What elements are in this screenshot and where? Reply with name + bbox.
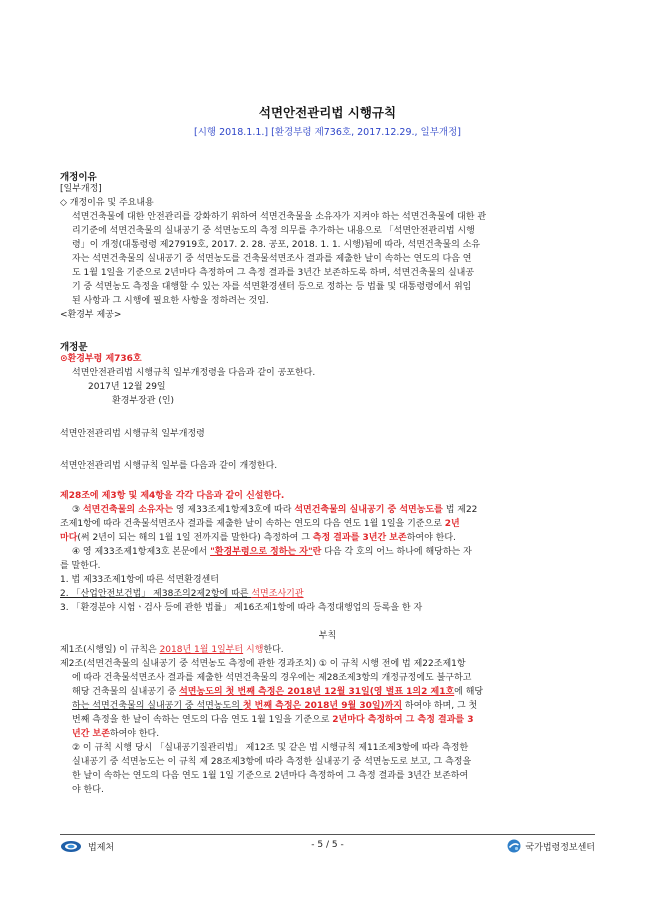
para-3-line2 <box>60 517 460 531</box>
reason-line: 리기준에 석면건축물의 실내공기 중 석면농도의 측정 의무를 추가하는 내용으로 「석면안전관리법 시행 <box>72 226 475 236</box>
list-item-1: 1. 법 제33조제1항에 따른 석면환경센터 <box>60 575 219 585</box>
decree-number: ⊙환경부령 제736호 <box>60 354 142 364</box>
annex-text: 제1조(시행일) 이 규칙은 <box>60 645 160 655</box>
article-28: 제28조에 제3항 및 제4항을 각각 다음과 같이 신설한다. <box>60 491 285 501</box>
para-3-text: 하여야 한다. <box>406 533 456 543</box>
annex-text: 하는 석면건축물의 실내공기 중 석면농도의 <box>72 701 243 711</box>
annex-text: 해당 건축물의 실내공기 중 <box>72 687 180 697</box>
annex-article-2-line <box>72 699 477 713</box>
footer-divider <box>60 834 595 835</box>
footer-right-label: 국가법령정보센터 <box>525 842 595 853</box>
annex-article-2-line <box>72 713 474 727</box>
annex-text: 한다. <box>263 645 284 655</box>
para-3-line3 <box>60 531 456 545</box>
annex-first-measure: 석면농도의 첫 번째 측정은 2018년 12월 31일(영 별표 1의2 제1호 <box>179 687 455 697</box>
annex-para-2-line: 한 날이 속하는 연도의 다음 연도 1월 1일 기준으로 2년마다 측정하여 그 측정 결과를 3년간 보존하여 <box>72 771 469 781</box>
list-item-2-text: 2. 「산업안전보건법」 제38조의2제2항에 따른 <box>60 589 252 599</box>
reason-line: 기 중 석면농도 측정을 대행할 수 있는 자를 석면환경센터 등으로 정하는 등 법률 및 대통령령에서 위임 <box>72 282 472 292</box>
amend-intro: 석면안전관리법 시행규칙 일부개정령을 다음과 같이 공포한다. <box>72 368 316 378</box>
para-3-text: (써 2년이 되는 해의 1월 1일 전까지를 말한다) 측정하여 그 <box>77 533 313 543</box>
reason-heading: 개정이유 <box>60 172 97 183</box>
annex-effective-date: 2018년 1월 1일부터 <box>159 645 244 655</box>
annex-article-1 <box>60 643 284 657</box>
para-3-period: 마다 <box>60 533 78 543</box>
annex-effective-word: 시행 <box>243 645 264 655</box>
annex-article-2-line <box>72 685 483 699</box>
reason-line: 령」이 개정(대통령령 제27919호, 2017. 2. 28. 공포, 2018. 1. 1. 시행)됨에 따라, 석면건축물의 소유 <box>72 240 481 250</box>
annex-text: 번째 측정을 한 날이 속하는 연도의 다음 연도 1월 1일을 기준으로 <box>72 715 333 725</box>
para-3-text: 법 제22 <box>442 505 478 515</box>
annex-text: 하여야 한다. <box>109 729 160 739</box>
reason-line: 된 사항과 그 시행에 필요한 사항을 정하려는 것임. <box>72 296 269 306</box>
amend-name: 석면안전관리법 시행규칙 일부개정령 <box>60 429 205 439</box>
annex-article-2-line <box>72 727 159 741</box>
para-3-owner: 석면건축물의 소유자는 <box>82 505 174 515</box>
annex-article-2-line: 제2조(석면건축물의 실내공기 중 석면농도 측정에 관한 경과조치) ① 이 규칙 시행 전에 법 제22조제1항 <box>60 659 466 669</box>
para-3-number: ③ <box>72 505 83 515</box>
amend-minister: 환경부장관 (인) <box>112 396 175 406</box>
list-item-2 <box>60 587 304 601</box>
list-item-3: 3. 「환경분야 시험ㆍ검사 등에 관한 법률」 제16조제1항에 따라 측정대행업의 등록을 한 자 <box>60 603 423 613</box>
para-3-retention: 측정 결과를 3년간 보존 <box>312 533 407 543</box>
para-4-suffix: 란 <box>312 547 322 557</box>
annex-para-2-line: 야 한다. <box>72 785 104 795</box>
para-3-text: 영 제33조제1항제3호에 따라 <box>173 505 295 515</box>
annex-first-measure: 첫 번째 측정은 2018년 9월 30일)까지 <box>242 701 403 711</box>
amend-body-intro: 석면안전관리법 시행규칙 일부를 다음과 같이 개정한다. <box>60 461 278 471</box>
para-4-text: 다음 각 호의 어느 하나에 해당하는 자 <box>321 547 472 557</box>
annex-heading: 부칙 <box>318 631 337 641</box>
annex-measure-period: 년간 보존 <box>72 729 110 739</box>
para-4-line1 <box>72 545 472 559</box>
document-subtitle: [시행 2018.1.1.] [환경부령 제736호, 2017.12.29., 일부개정] <box>194 127 461 138</box>
reason-line: 자는 석면건축물의 실내공기 중 석면농도를 건축물석면조사 결과를 제출한 날이 속하는 연도의 다음 연 <box>72 254 472 264</box>
annex-article-2-line: 에 따라 건축물석면조사 결과를 제출한 석면건축물의 경우에는 제28조제3항의 개정규정에도 불구하고 <box>72 673 472 683</box>
para-3-subject: 석면건축물의 실내공기 중 석면농도를 <box>294 505 443 515</box>
list-item-2-highlight: 석면조사기관 <box>251 589 304 599</box>
para-3-line1 <box>72 503 477 517</box>
annex-para-2-line: ② 이 규칙 시행 당시 「실내공기질관리법」 제12조 및 같은 법 시행규칙 제11조제3항에 따라 측정한 <box>72 743 469 753</box>
page-number: - 5 / 5 - <box>311 840 344 850</box>
reason-bullet: ◇ 개정이유 및 주요내용 <box>60 198 154 208</box>
para-4-line2: 를 말한다. <box>60 561 101 571</box>
reason-source: <환경부 제공> <box>60 310 122 320</box>
para-4-text: ④ 영 제33조제1항제3호 본문에서 <box>72 547 211 557</box>
para-4-quote: "환경부령으로 정하는 자" <box>210 547 313 557</box>
footer-left-label: 법제처 <box>88 842 115 853</box>
footer-right <box>507 838 595 854</box>
amend-heading: 개정문 <box>60 342 88 353</box>
para-3-period: 2년 <box>444 519 460 529</box>
reason-line: 석면건축물에 대한 안전관리를 강화하기 위하여 석면건축물을 소유자가 지켜야 하는 석면건축물에 대한 관 <box>72 212 487 222</box>
reason-tag: [일부개정] <box>60 184 102 194</box>
amend-date: 2017년 12월 29일 <box>88 382 166 392</box>
document-title: 석면안전관리법 시행규칙 <box>258 105 397 120</box>
annex-text: 하여야 하며, 그 첫 <box>402 701 478 711</box>
reason-line: 도 1월 1일을 기준으로 2년마다 측정하여 그 측정 결과를 3년간 보존하도록 하며, 석면건축물의 실내공 <box>72 268 475 278</box>
law-info-center-logo-icon <box>507 839 521 853</box>
annex-measure-period: 2년마다 측정하여 그 측정 결과를 3 <box>332 715 474 725</box>
annex-para-2-line: 실내공기 중 석면농도는 이 규칙 제 28조제3항에 따라 측정한 실내공기 중 석면농도로 보고, 그 측정을 <box>72 757 472 767</box>
annex-text: 에 해당 <box>454 687 484 697</box>
para-3-text: 조제1항에 따라 건축물석면조사 결과를 제출한 날이 속하는 연도의 다음 연도 1월 1일을 기준으로 <box>60 519 445 529</box>
